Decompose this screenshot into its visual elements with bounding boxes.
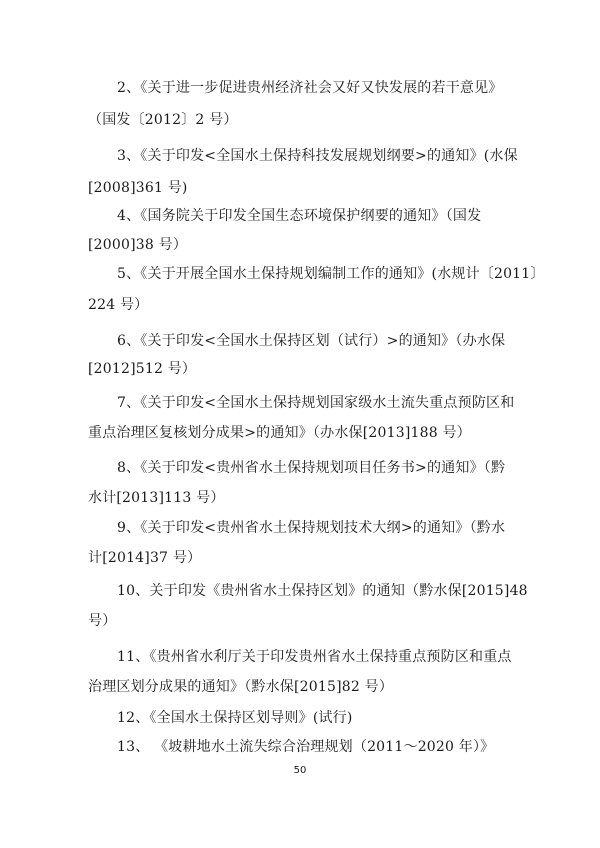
item-4-line-1: 4、《国务院关于印发全国生态环境保护纲要的通知》（国发 (117, 208, 482, 224)
page-number: 50 (293, 765, 307, 776)
item-3-line-2: [2008]361 号) (88, 180, 188, 196)
item-5-line-2: 224 号） (88, 297, 149, 313)
item-2-line-2: （国发〔2012〕2 号） (88, 112, 238, 128)
item-4-line-2: [2000]38 号） (88, 237, 188, 253)
item-8-line-1: 8、《关于印发<贵州省水土保持规划项目任务书>的通知》（黔 (117, 460, 506, 476)
item-10-line-2: 号） (88, 613, 117, 629)
item-6-line-1: 6、《关于印发<全国水土保持区划（试行）>的通知》（办水保 (117, 333, 506, 349)
item-7-line-1: 7、《关于印发<全国水土保持规划国家级水土流失重点预防区和 (117, 395, 515, 411)
item-5-line-1: 5、《关于开展全国水土保持规划编制工作的通知》(水规计〔2011〕 (117, 266, 545, 282)
item-7-line-2: 重点治理区复核划分成果>的通知》（办水保[2013]188 号） (88, 425, 471, 441)
item-8-line-2: 水计[2013]113 号） (88, 490, 225, 506)
item-11-line-2: 治理区划分成果的通知》（黔水保[2015]82 号） (88, 679, 394, 695)
item-12-line-1: 12、《全国水土保持区划导则》(试行) (117, 710, 353, 726)
item-3-line-1: 3、《关于印发<全国水土保持科技发展规划纲要>的通知》(水保 (117, 148, 518, 164)
item-10-line-1: 10、关于印发《贵州省水土保持区划》的通知（黔水保[2015]48 (117, 583, 528, 599)
item-11-line-1: 11、《贵州省水利厅关于印发贵州省水土保持重点预防区和重点 (117, 649, 512, 665)
item-13-line-1: 13、 《坡耕地水土流失综合治理规划（2011～2020 年）》 (117, 739, 495, 755)
item-2-line-1: 2、《关于进一步促进贵州经济社会又好又快发展的若干意见》 (117, 80, 503, 96)
item-6-line-2: [2012]512 号） (88, 361, 197, 377)
item-9-line-1: 9、《关于印发<贵州省水土保持规划技术大纲>的通知》（黔水 (117, 520, 506, 536)
item-9-line-2: 计[2014]37 号） (88, 550, 202, 566)
